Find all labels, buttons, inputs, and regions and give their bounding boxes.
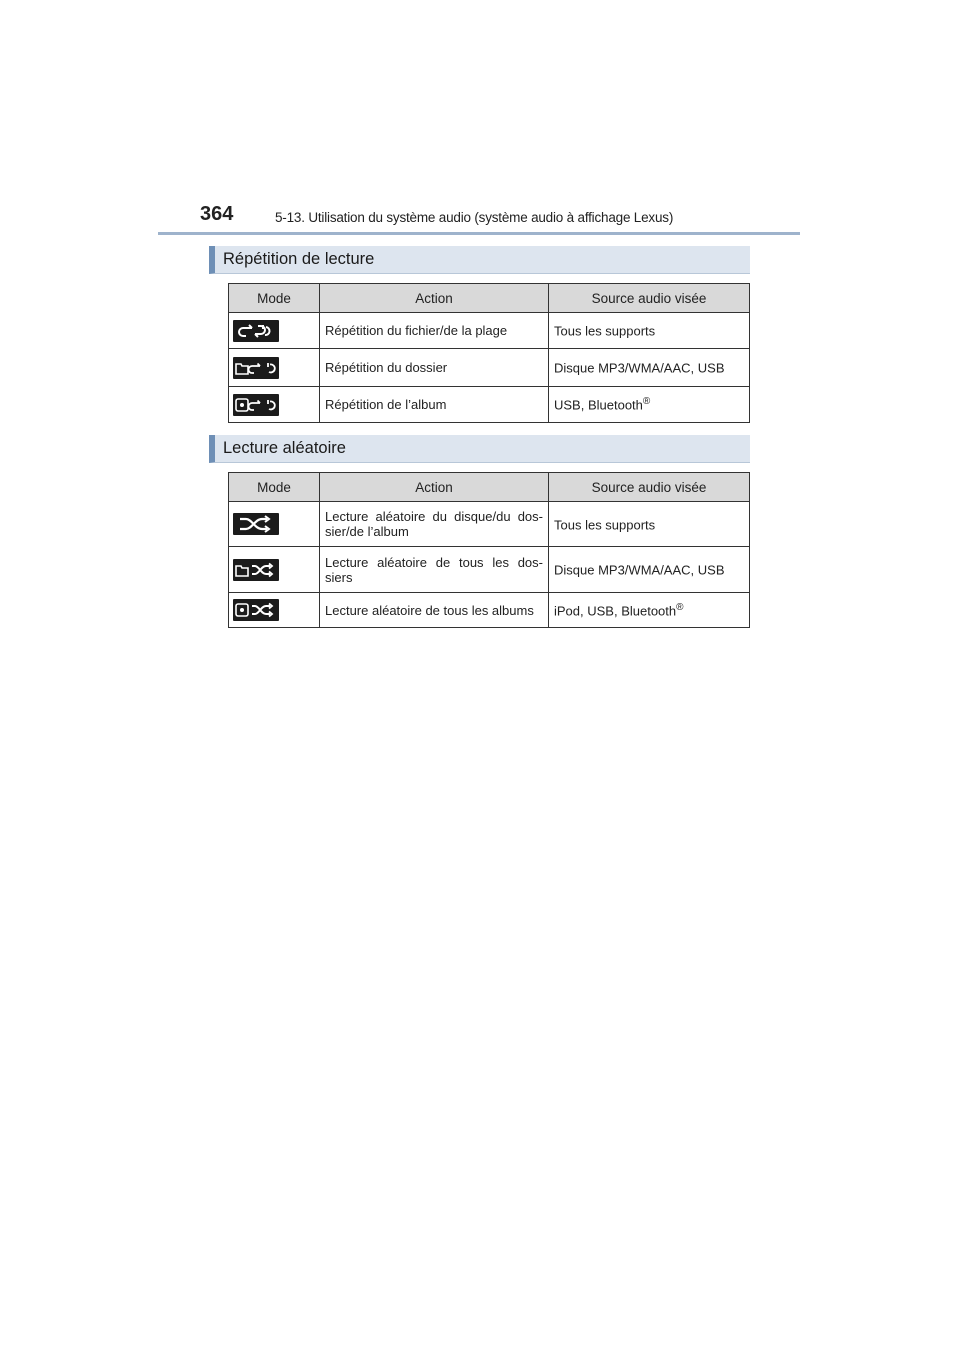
mode-cell: [229, 547, 320, 593]
repeat-album-icon: [233, 394, 279, 416]
mode-cell: [229, 593, 320, 628]
section-heading-random: [209, 435, 750, 463]
source-text: Tous les supports: [554, 323, 656, 339]
source-text: Disque MP3/WMA/AAC, USB: [554, 562, 725, 578]
chapter-title: 5-13. Utilisation du système audio (système audio à affichage Lexus): [275, 210, 674, 225]
mode-cell: [229, 349, 320, 387]
source-cell: [549, 593, 750, 628]
table-row: [229, 349, 750, 387]
shuffle-albums-icon: [233, 599, 279, 621]
section-heading-repeat: [209, 246, 750, 274]
column-header: Source audio visée: [549, 473, 750, 502]
source-sup: ®: [642, 396, 651, 408]
source-cell: [549, 502, 750, 547]
page-header: [200, 203, 800, 235]
table-header-row: [229, 473, 750, 502]
random-table: [228, 472, 750, 628]
column-header: Mode: [229, 473, 320, 502]
table-row: [229, 387, 750, 423]
mode-cell: [229, 313, 320, 349]
table-row: [229, 547, 750, 593]
repeat-track-icon: [233, 320, 279, 342]
section-title: Lecture aléatoire: [223, 439, 346, 457]
repeat-folder-icon: [233, 357, 279, 379]
source-text: Tous les supports: [554, 517, 656, 533]
column-header: Action: [320, 284, 549, 313]
action-cell: Lecture aléatoire du disque/du dos-sier/de l’album: [320, 502, 549, 547]
table-row: [229, 502, 750, 547]
source-cell: [549, 547, 750, 593]
source-sup: ®: [676, 601, 684, 613]
source-text: USB, Bluetooth: [554, 397, 643, 413]
shuffle-disc-icon: [233, 513, 279, 535]
column-header: Action: [320, 473, 549, 502]
header-divider: [158, 232, 800, 235]
action-cell: Lecture aléatoire de tous les dos-siers: [320, 547, 549, 593]
source-cell: [549, 349, 750, 387]
action-cell: Répétition de l’album: [320, 387, 549, 423]
mode-cell: [229, 387, 320, 423]
source-text: iPod, USB, Bluetooth: [554, 603, 677, 619]
source-cell: [549, 387, 750, 423]
action-cell: Répétition du dossier: [320, 349, 549, 387]
action-cell: Répétition du fichier/de la plage: [320, 313, 549, 349]
source-text: Disque MP3/WMA/AAC, USB: [554, 360, 725, 376]
column-header: Mode: [229, 284, 320, 313]
table-header-row: [229, 284, 750, 313]
shuffle-folders-icon: [233, 559, 279, 581]
page-number: 364: [200, 203, 234, 225]
action-cell: Lecture aléatoire de tous les albums: [320, 593, 549, 628]
column-header: Source audio visée: [549, 284, 750, 313]
section-title: Répétition de lecture: [223, 250, 375, 268]
table-row: [229, 313, 750, 349]
source-cell: [549, 313, 750, 349]
mode-cell: [229, 502, 320, 547]
table-row: [229, 593, 750, 628]
repeat-table: [228, 283, 750, 423]
